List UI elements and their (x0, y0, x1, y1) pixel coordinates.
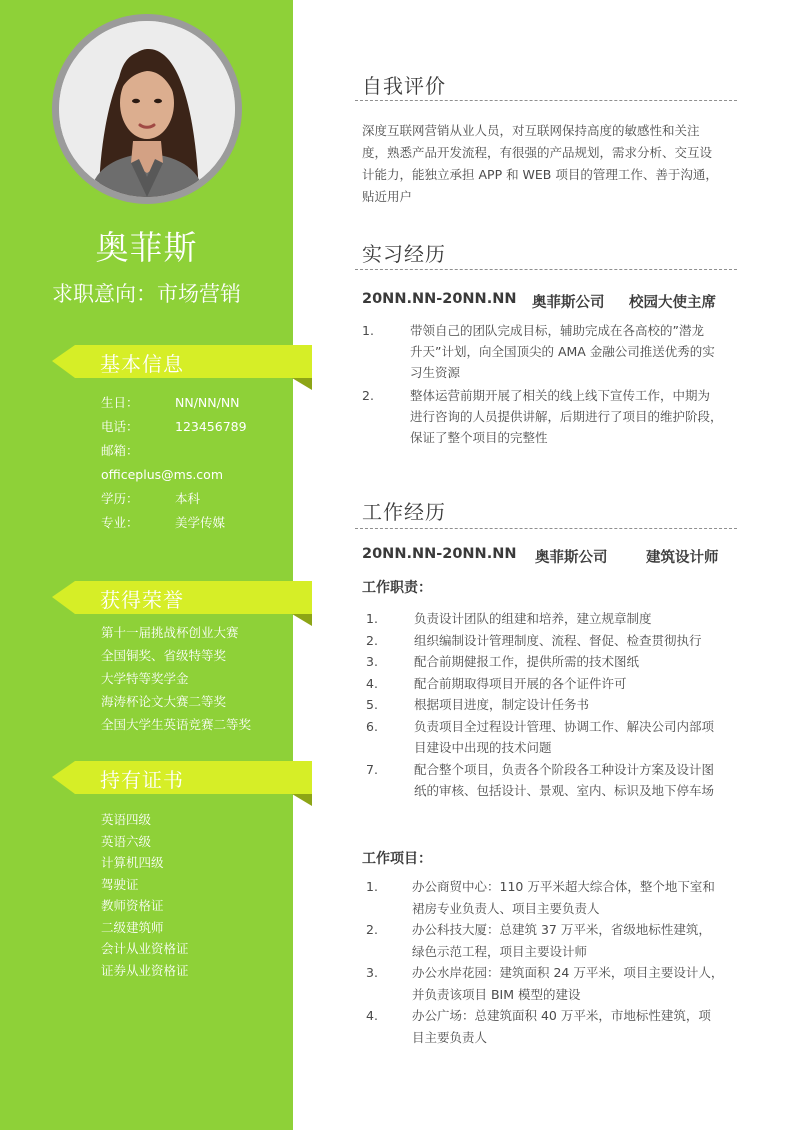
text-line: 组织编制设计管理制度、流程、督促、检查贯彻执行 (414, 632, 702, 648)
certificate-item: 证券从业资格证 (101, 962, 189, 978)
list-number: 4. (366, 1008, 378, 1023)
section-divider (355, 269, 737, 270)
projects-title: 工作项目： (362, 851, 432, 867)
info-label: 生日： (101, 395, 139, 410)
text-line: 配合前期健报工作，提供所需的技术图纸 (414, 654, 640, 669)
certificate-item: 会计从业资格证 (101, 941, 189, 956)
info-value: 本科 (175, 491, 201, 506)
text-line: 贴近用户 (362, 189, 413, 204)
list-item (366, 694, 740, 716)
text-line: 度，熟悉产品开发流程，有很强的产品规划，需求分析、交互设 (362, 145, 713, 160)
list-number: 3. (366, 965, 378, 980)
honor-item: 全国铜奖、省级特等奖 (101, 648, 227, 663)
text-line: 习生资源 (410, 365, 461, 380)
text-line: 负责项目全过程设计管理、协调工作、解决公司内部项 (414, 718, 715, 734)
certificate-item: 驾驶证 (101, 876, 139, 892)
info-row-phone (101, 415, 291, 439)
info-label: 学历： (101, 491, 139, 506)
list-item (366, 716, 740, 759)
text-line: 根据项目进度，制定设计任务书 (414, 697, 590, 712)
list-number: 1. (366, 611, 378, 626)
list-item (366, 919, 740, 962)
list-number: 6. (366, 718, 378, 734)
internship-company: 奥菲斯公司 (532, 295, 605, 311)
section-divider (355, 528, 737, 529)
certificate-item: 英语四级 (101, 812, 152, 827)
text-line: 目建设中出现的技术问题 (414, 740, 552, 755)
info-row-birthday (101, 391, 291, 415)
text-line: 办公广场：总建筑面积 40 万平米，市地标性建筑，项 (412, 1008, 711, 1023)
list-number: 2. (362, 388, 374, 403)
list-number: 3. (366, 654, 378, 669)
info-label: 电话： (101, 419, 139, 434)
info-row-email (101, 439, 291, 463)
info-row-major (101, 511, 291, 535)
list-item (366, 651, 740, 673)
duties-title: 工作职责： (362, 580, 432, 596)
work-experience-title: 工作经历 (362, 500, 446, 524)
section-divider (355, 100, 737, 101)
list-item (362, 320, 740, 383)
list-item (366, 1005, 740, 1048)
list-item (366, 962, 740, 1005)
list-item (366, 630, 740, 652)
internship-period: 20NN.NN-20NN.NN (362, 291, 517, 307)
info-value: 美学传媒 (175, 515, 226, 530)
self-evaluation-text (362, 120, 737, 208)
basic-info-title: 基本信息 (100, 352, 184, 376)
list-number: 7. (366, 761, 378, 777)
text-line: 整体运营前期开展了相关的线上线下宣传工作，中期为 (410, 388, 711, 403)
certificates-list (101, 809, 291, 981)
certificate-item: 教师资格证 (101, 898, 164, 913)
info-value: officeplus@ms.com (101, 467, 223, 482)
text-line: 负责设计团队的组建和培养，建立规章制度 (414, 611, 652, 626)
list-number: 2. (366, 922, 378, 937)
info-value: 123456789 (175, 419, 247, 434)
certificates-title: 持有证书 (100, 768, 184, 792)
list-item (366, 876, 740, 919)
text-line: 带领自己的团队完成目标，辅助完成在各高校的”潜龙 (410, 323, 704, 338)
job-intention: 求职意向：市场营销 (52, 282, 241, 306)
text-line: 进行咨询的人员提供讲解，后期进行了项目的维护阶段， (410, 409, 723, 424)
honors-list (101, 621, 291, 736)
info-label: 专业： (101, 515, 139, 530)
honors-title: 获得荣誉 (100, 588, 184, 612)
list-number: 5. (366, 697, 378, 712)
section-banner-certificates (52, 756, 312, 806)
text-line: 并负责该项目 BIM 模型的建设 (412, 986, 581, 1002)
text-line: 深度互联网营销从业人员，对互联网保持高度的敏感性和关注 (362, 123, 700, 138)
work-role: 建筑设计师 (646, 550, 719, 566)
duties-list (366, 608, 740, 802)
list-item (366, 673, 740, 695)
list-number: 1. (366, 879, 378, 894)
text-line: 办公科技大厦：总建筑 37 万平米，省级地标性建筑， (412, 922, 711, 937)
work-period: 20NN.NN-20NN.NN (362, 546, 517, 562)
text-line: 纸的审核、包括设计、景观、室内、标识及地下停车场 (414, 783, 715, 798)
list-item (362, 385, 740, 448)
info-value: NN/NN/NN (175, 395, 240, 410)
self-evaluation-title: 自我评价 (362, 74, 446, 98)
info-row-email-address (101, 463, 291, 487)
text-line: 配合整个项目，负责各个阶段各工种设计方案及设计图 (414, 761, 715, 777)
honor-item: 全国大学生英语竞赛二等奖 (101, 717, 252, 732)
candidate-name: 奥菲斯 (95, 228, 198, 267)
info-row-education (101, 487, 291, 511)
portrait-photo-icon (59, 21, 235, 197)
internship-list (362, 320, 740, 448)
text-line: 升天”计划，向全国顶尖的 AMA 金融公司推送优秀的实 (410, 344, 715, 359)
list-item (366, 608, 740, 630)
honor-item: 大学特等奖学金 (101, 671, 189, 686)
work-company: 奥菲斯公司 (535, 550, 608, 566)
list-item (366, 759, 740, 802)
avatar (59, 21, 235, 197)
certificate-item: 二级建筑师 (101, 919, 164, 935)
text-line: 配合前期取得项目开展的各个证件许可 (414, 675, 627, 691)
section-banner-honors (52, 576, 312, 626)
honor-item: 海涛杯论文大赛二等奖 (101, 694, 227, 709)
section-banner-basic-info (52, 340, 312, 390)
certificate-item: 计算机四级 (101, 855, 164, 870)
text-line: 绿色示范工程，项目主要设计师 (412, 943, 588, 959)
honor-item: 第十一届挑战杯创业大赛 (101, 625, 239, 640)
list-number: 4. (366, 675, 378, 691)
list-number: 1. (362, 323, 374, 338)
projects-list (366, 876, 740, 1048)
internship-title: 实习经历 (362, 242, 446, 266)
text-line: 办公水岸花园：建筑面积 24 万平米，项目主要设计人， (412, 965, 724, 980)
text-line: 保证了整个项目的完整性 (410, 430, 548, 445)
internship-role: 校园大使主席 (629, 295, 716, 311)
text-line: 目主要负责人 (412, 1029, 488, 1045)
info-label: 邮箱： (101, 443, 139, 458)
text-line: 办公商贸中心：110 万平米超大综合体，整个地下室和 (412, 879, 715, 894)
list-number: 2. (366, 632, 378, 648)
text-line: 计能力，能独立承担 APP 和 WEB 项目的管理工作、善于沟通， (362, 167, 718, 182)
certificate-item: 英语六级 (101, 833, 152, 849)
text-line: 裙房专业负责人、项目主要负责人 (412, 900, 600, 916)
